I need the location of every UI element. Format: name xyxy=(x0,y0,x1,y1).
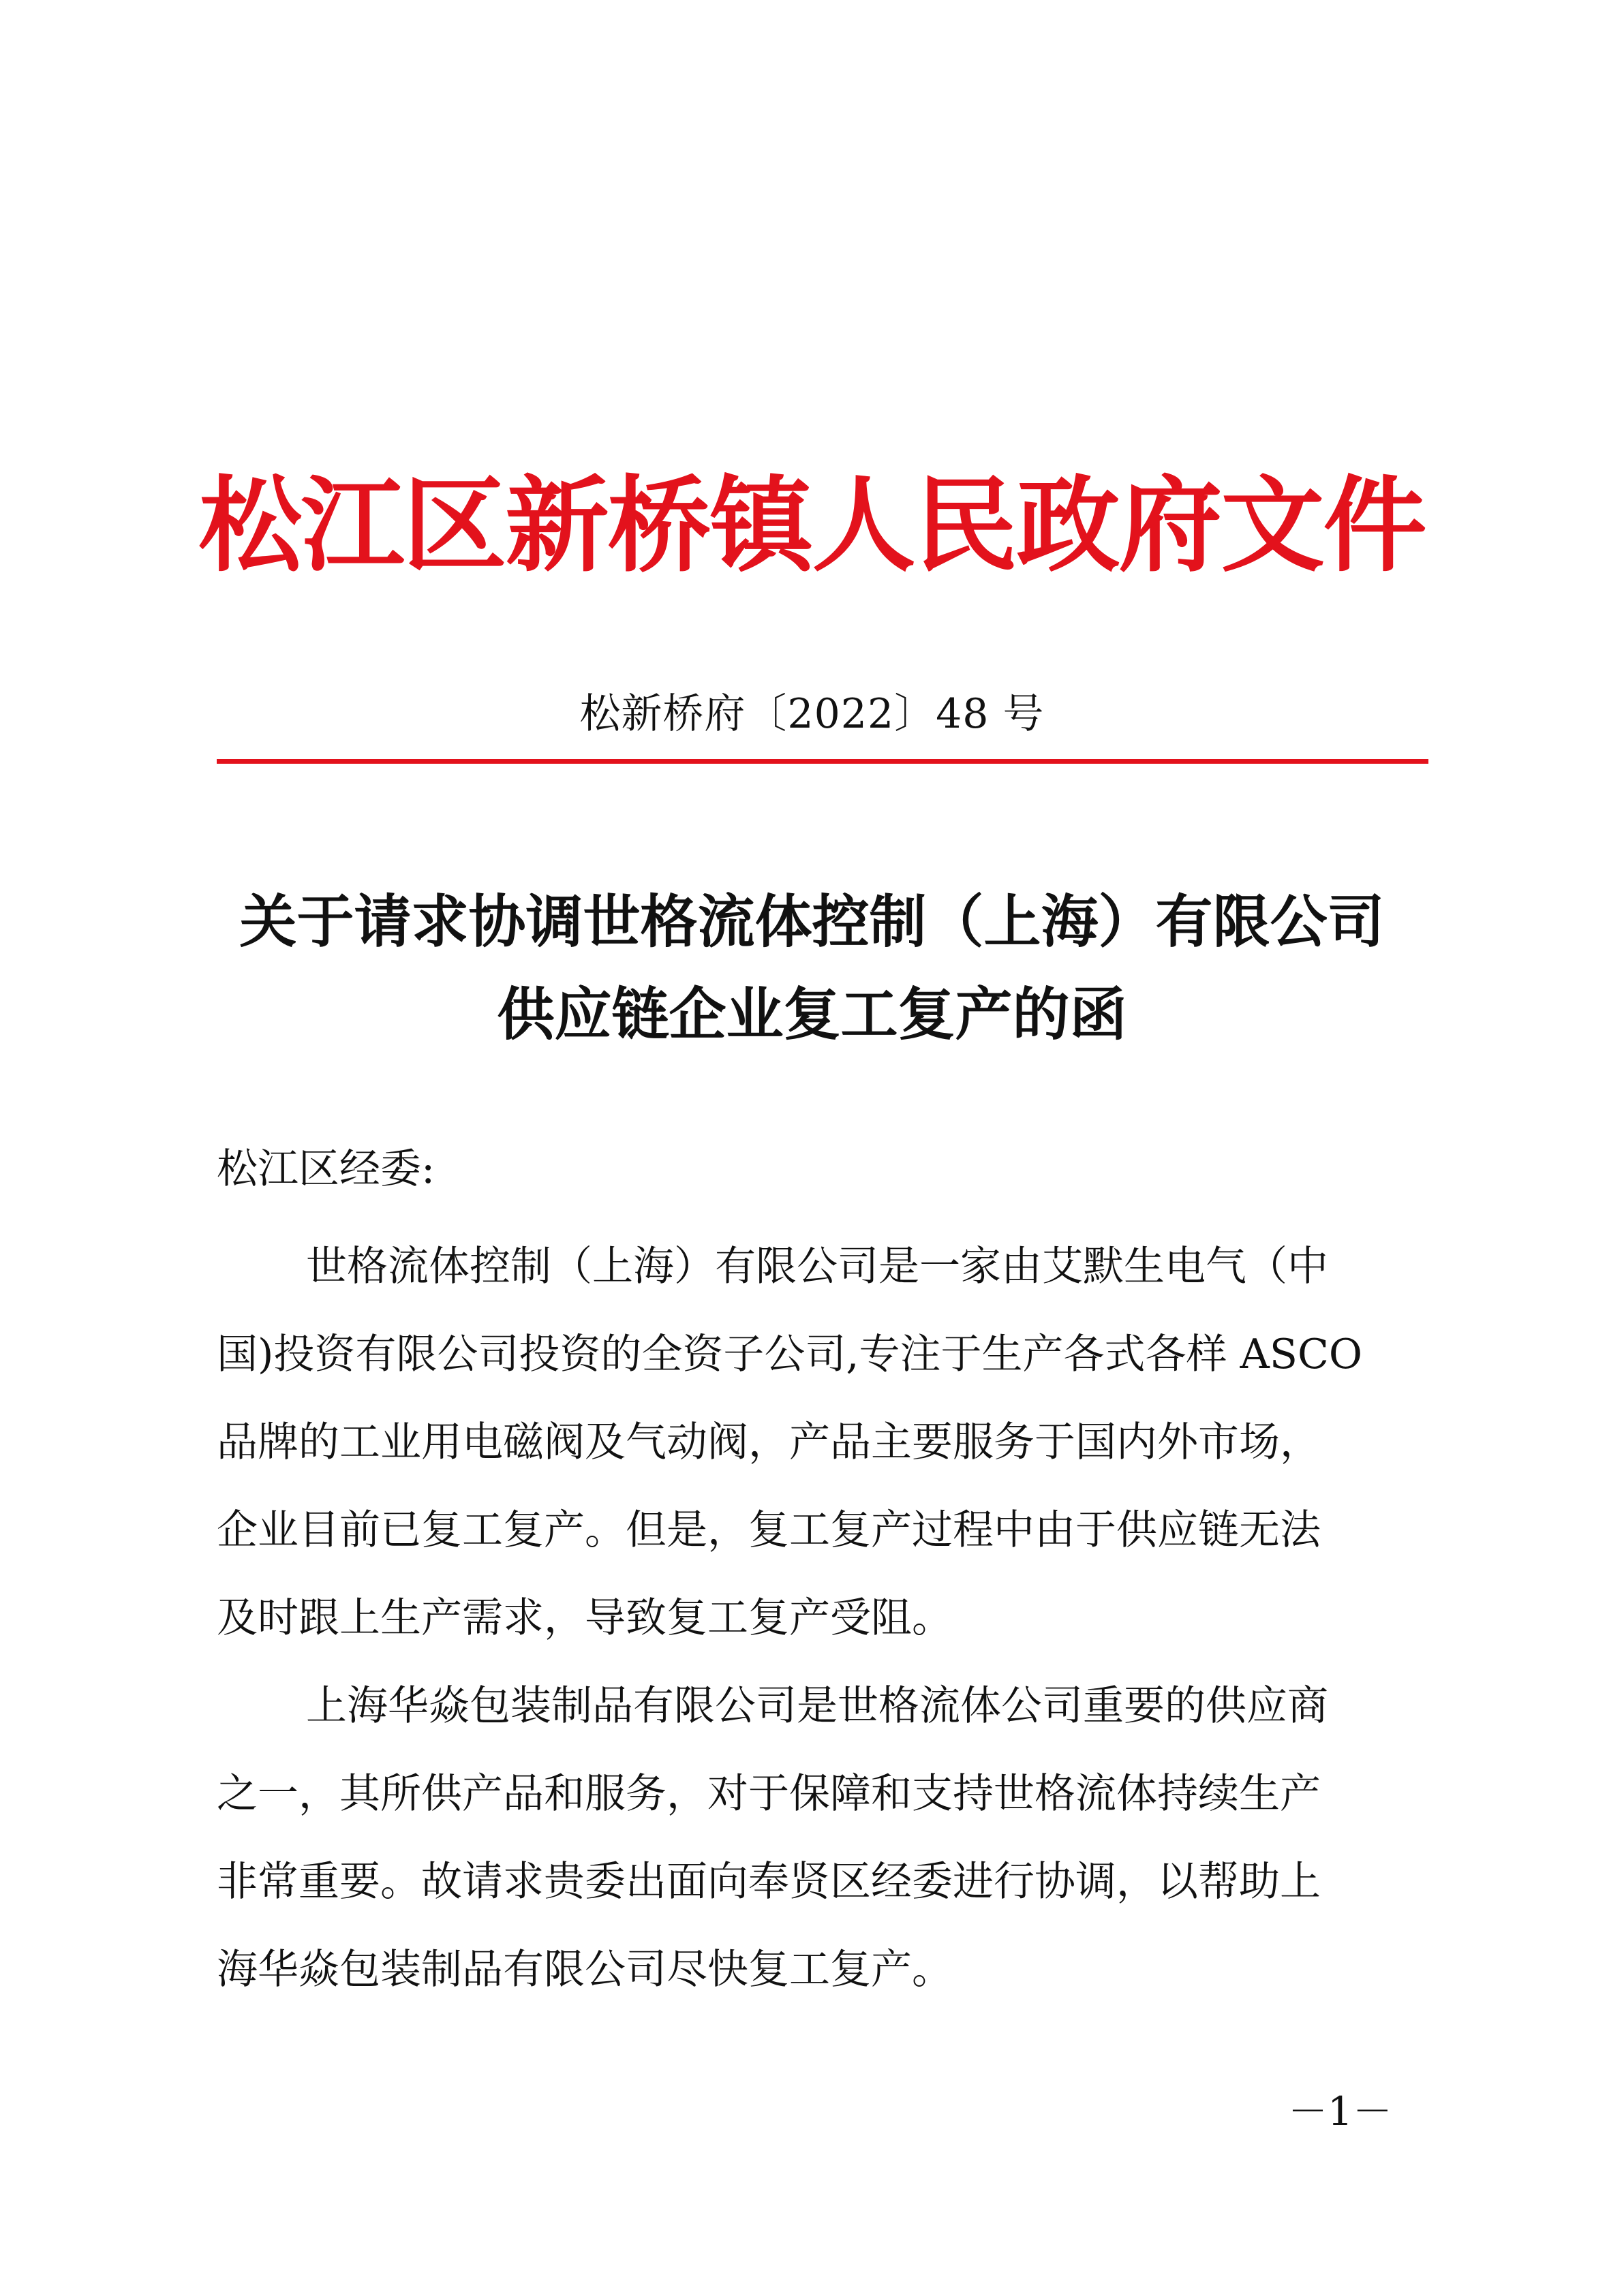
paragraph-line: 上海华焱包装制品有限公司是世格流体公司重要的供应商 xyxy=(306,1682,1328,1730)
document-number: 松新桥府〔2022〕48 号 xyxy=(579,690,1045,738)
paragraph-line: 及时跟上生产需求，导致复工复产受阻。 xyxy=(217,1594,953,1642)
page-number: －1－ xyxy=(1288,2088,1392,2135)
paragraph-line: 非常重要。故请求贵委出面向奉贤区经委进行协调，以帮助上 xyxy=(217,1858,1321,1906)
subject-line-2: 供应链企业复工复产的函 xyxy=(497,980,1127,1048)
paragraph-line: 世格流体控制（上海）有限公司是一家由艾默生电气（中 xyxy=(306,1243,1328,1290)
subject-line-1: 关于请求协调世格流体控制（上海）有限公司 xyxy=(239,888,1385,955)
paragraph-line: 海华焱包装制品有限公司尽快复工复产。 xyxy=(217,1946,953,1994)
paragraph-line: 企业目前已复工复产。但是，复工复产过程中由于供应链无法 xyxy=(217,1506,1321,1554)
issuing-authority-title: 松江区新桥镇人民政府文件 xyxy=(198,464,1426,586)
body-paragraph-2 xyxy=(217,1662,1422,2014)
red-separator-line xyxy=(217,759,1428,764)
paragraph-line: 品牌的工业用电磁阀及气动阀，产品主要服务于国内外市场， xyxy=(217,1418,1321,1466)
body-paragraph-1 xyxy=(217,1223,1422,1662)
paragraph-line: 国)投资有限公司投资的全资子公司,专注于生产各式各样 ASCO xyxy=(217,1331,1363,1378)
document-subject xyxy=(0,875,1624,1061)
addressee: 松江区经委: xyxy=(217,1145,435,1193)
paragraph-line: 之一，其所供产品和服务，对于保障和支持世格流体持续生产 xyxy=(217,1770,1321,1818)
